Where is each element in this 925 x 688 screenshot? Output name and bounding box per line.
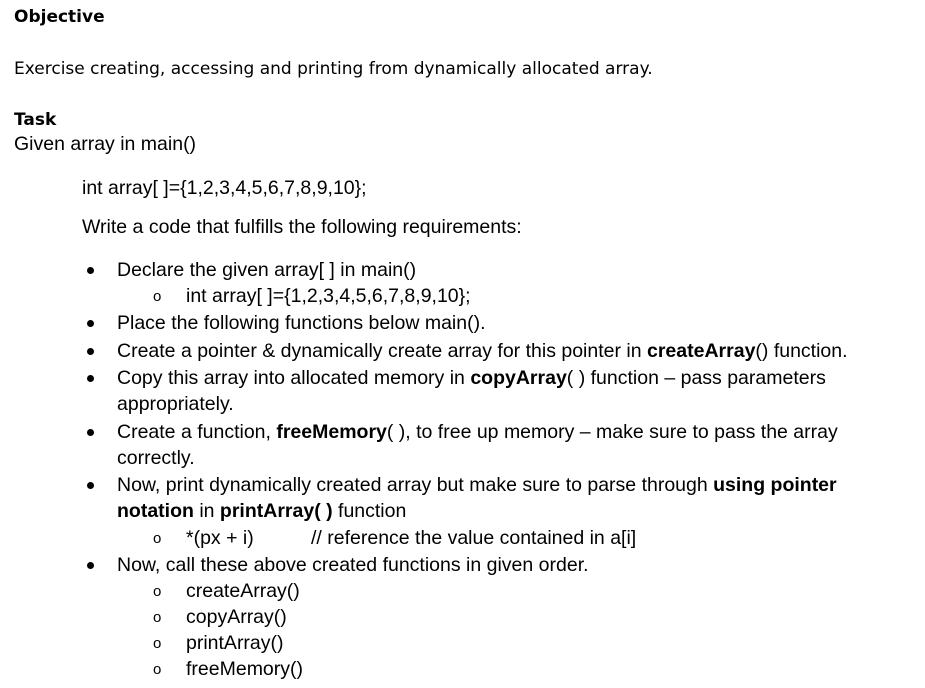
sub-list-item: printArray() bbox=[186, 632, 284, 654]
list-item-text: Copy this array into allocated memory in bbox=[117, 367, 471, 389]
instruction-text: Write a code that fulfills the following requirements: bbox=[82, 216, 522, 238]
bullet-icon bbox=[87, 375, 94, 382]
list-item-text: Create a function, bbox=[117, 421, 277, 443]
list-item bbox=[117, 473, 837, 497]
bullet-icon bbox=[87, 267, 94, 274]
list-item-text: () function. bbox=[755, 340, 848, 362]
list-item-continuation: appropriately. bbox=[117, 393, 234, 415]
objective-text: Exercise creating, accessing and printing from dynamically allocated array. bbox=[14, 59, 653, 79]
emphasis-text: notation bbox=[117, 500, 194, 522]
bullet-icon bbox=[87, 348, 94, 355]
bullet-icon bbox=[87, 482, 94, 489]
list-item-continuation: correctly. bbox=[117, 447, 195, 469]
circle-bullet-icon: o bbox=[153, 288, 162, 305]
function-name: printArray( ) bbox=[219, 500, 333, 522]
list-item: Now, call these above created functions in given order. bbox=[117, 554, 589, 576]
list-item bbox=[117, 420, 838, 444]
function-name: copyArray bbox=[470, 367, 567, 389]
sub-list-item: *(px + i) bbox=[186, 527, 254, 549]
circle-bullet-icon: o bbox=[153, 530, 162, 547]
bullet-icon bbox=[87, 320, 94, 327]
bullet-icon bbox=[87, 562, 94, 569]
circle-bullet-icon: o bbox=[153, 583, 162, 600]
list-item-text: function bbox=[332, 500, 407, 522]
sub-list-item: copyArray() bbox=[186, 606, 287, 628]
circle-bullet-icon: o bbox=[153, 609, 162, 626]
list-item-text: Create a pointer & dynamically create array for this pointer in bbox=[117, 340, 647, 362]
list-item-text: ( ), to free up memory – make sure to pass the array bbox=[386, 421, 838, 443]
emphasis-text: using pointer bbox=[713, 474, 837, 496]
given-text: Given array in main() bbox=[14, 133, 197, 155]
list-item: Declare the given array[ ] in main() bbox=[117, 259, 417, 281]
circle-bullet-icon: o bbox=[153, 635, 162, 652]
list-item-continuation bbox=[117, 499, 406, 523]
list-item-text: Now, print dynamically created array but make sure to parse through bbox=[117, 474, 714, 496]
function-name: freeMemory bbox=[276, 421, 387, 443]
bullet-icon bbox=[87, 429, 94, 436]
objective-heading: Objective bbox=[14, 7, 105, 27]
task-heading: Task bbox=[14, 110, 57, 130]
array-declaration: int array[ ]={1,2,3,4,5,6,7,8,9,10}; bbox=[82, 177, 367, 199]
sub-list-item: int array[ ]={1,2,3,4,5,6,7,8,9,10}; bbox=[186, 285, 471, 307]
list-item bbox=[117, 366, 826, 390]
sub-list-item: freeMemory() bbox=[186, 658, 304, 680]
sub-list-item: createArray() bbox=[186, 580, 300, 602]
list-item: Place the following functions below main(). bbox=[117, 312, 486, 334]
code-comment: // reference the value contained in a[i] bbox=[311, 527, 637, 549]
list-item-text: ( ) function – pass parameters bbox=[566, 367, 826, 389]
function-name: createArray bbox=[647, 340, 756, 362]
list-item bbox=[117, 339, 848, 363]
circle-bullet-icon: o bbox=[153, 661, 162, 678]
list-item-text: in bbox=[193, 500, 220, 522]
